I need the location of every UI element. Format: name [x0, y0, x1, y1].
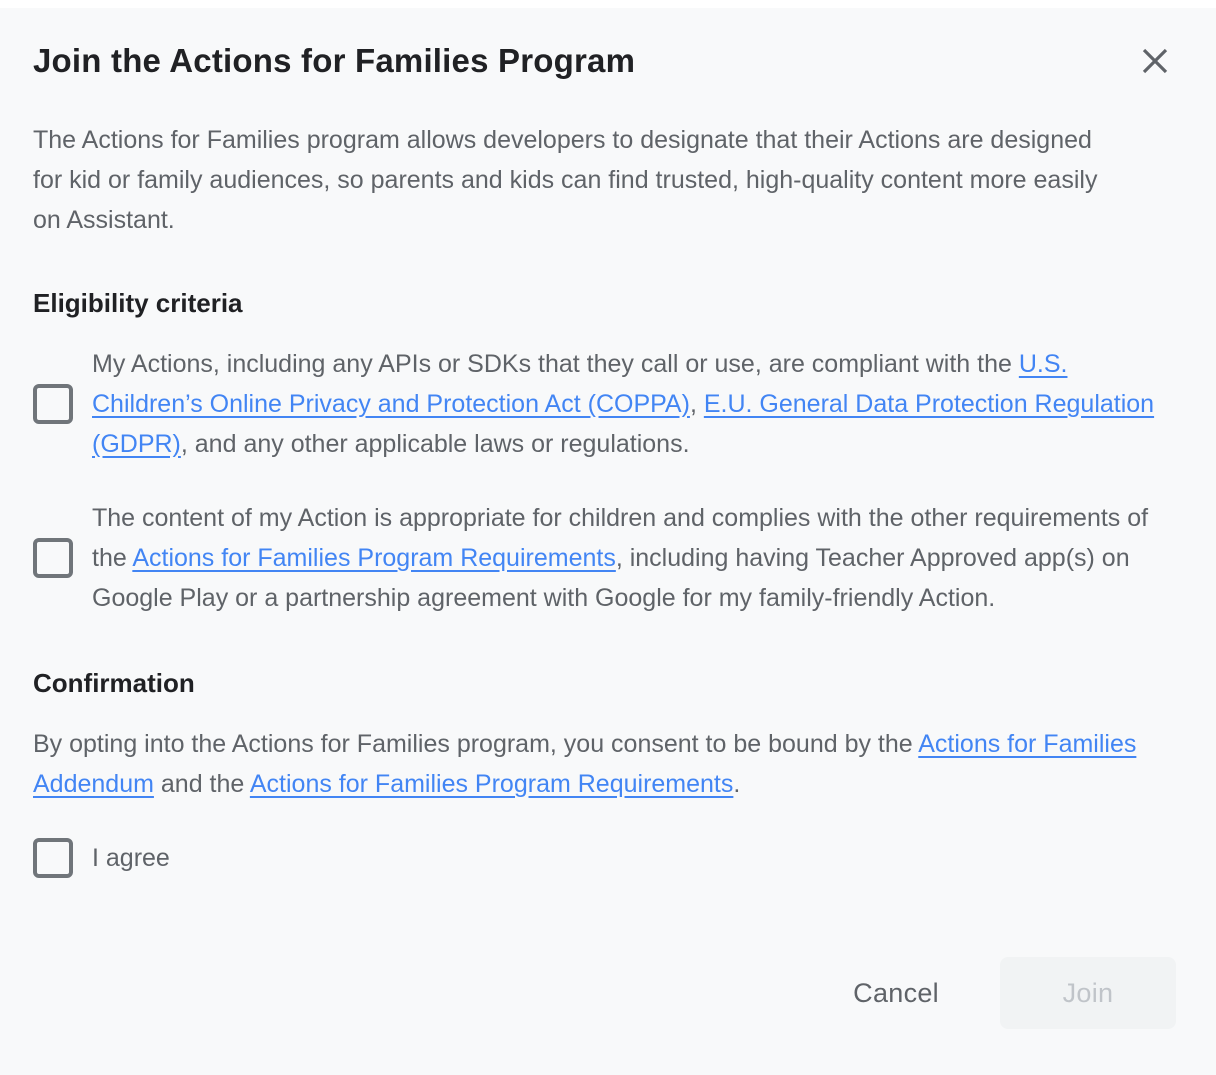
close-icon [1138, 44, 1172, 78]
dialog-actions [33, 957, 1176, 1029]
agree-row [33, 836, 1176, 880]
eligibility-item-compliance [33, 344, 1176, 464]
eligibility-item-content-text: The content of my Action is appropriate for children and complies with the other requirements of the Actions for Families Program Requirements, including having Teacher Approved app(s) on Google Play or a partnership agreement with Google for my family-friendly Action. [92, 504, 1149, 612]
checkbox-content[interactable] [33, 538, 73, 578]
inline-link[interactable]: Actions for Families Program Requirements [132, 544, 616, 572]
agree-label: I agree [92, 843, 170, 872]
inline-link[interactable]: Actions for Families Program Requirements [249, 770, 734, 798]
intro-text: The Actions for Families program allows developers to designate that their Actions are designed for kid or family audiences, so parents and kids can find trusted, high-quality content more easily on Assistant. [33, 126, 1098, 234]
eligibility-item-compliance-text: My Actions, including any APIs or SDKs that they call or use, are compliant with the U.S. Children’s Online Privacy and Protection Act (COPPA), E.U. General Data Protection Regulation (GDPR), and any other applicable laws or regulations. [92, 350, 1155, 458]
inline-link[interactable]: U.S. Children’s Online Privacy and Protection Act (COPPA) [92, 350, 1068, 418]
close-button[interactable] [1138, 44, 1172, 78]
eligibility-heading: Eligibility criteria [33, 288, 243, 318]
inline-link[interactable]: Actions for Families Addendum [33, 730, 1137, 798]
join-button[interactable]: Join [1000, 957, 1176, 1029]
join-families-dialog [0, 42, 1216, 1075]
dialog-title: Join the Actions for Families Program [33, 42, 636, 79]
checkbox-compliance[interactable] [33, 384, 73, 424]
top-edge [0, 0, 1216, 8]
confirmation-heading: Confirmation [33, 668, 195, 698]
inline-link[interactable]: E.U. General Data Protection Regulation (GDPR) [92, 390, 1155, 458]
cancel-button[interactable]: Cancel [837, 957, 955, 1029]
confirmation-text: By opting into the Actions for Families program, you consent to be bound by the Actions for Families Addendum and the Actions for Families Program Requirements. [33, 730, 1137, 798]
checkbox-agree[interactable] [33, 838, 73, 878]
dialog-header [33, 42, 1176, 80]
eligibility-item-content [33, 498, 1176, 618]
